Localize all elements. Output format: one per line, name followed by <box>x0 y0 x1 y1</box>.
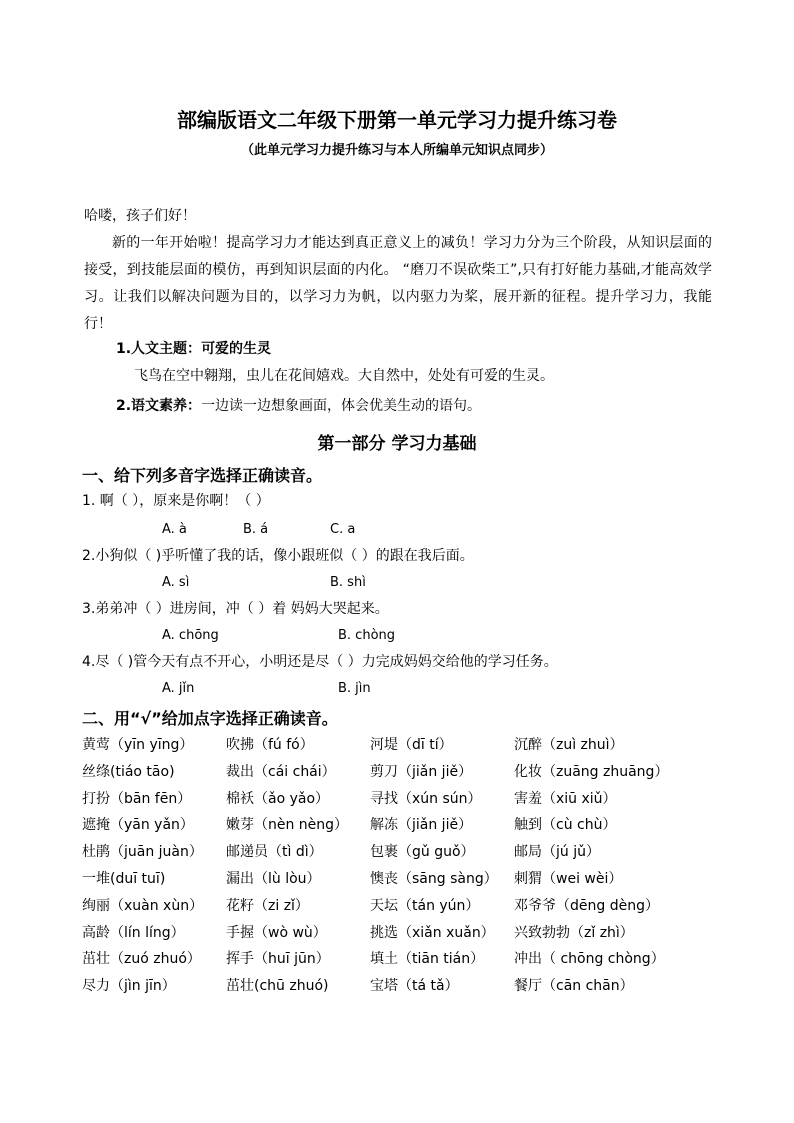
grid-cell: 包裹（gǔ guǒ） <box>370 844 475 861</box>
grid-cell: 填土（tiān tián） <box>370 951 485 968</box>
grid-cell: 兴致勃勃（zǐ zhì） <box>514 924 634 941</box>
q3-option-b: B. chòng <box>338 628 396 643</box>
intro-paragraph: 新的一年开始啦！提高学习力才能达到真正意义上的减负！学习力分为三个阶段，从知识层面的接受，到技能层面的模仿，再到知识层面的内化。 “磨刀不误砍柴工”,只有打好能力基础,才能高效学习。让我们以解决问题为目的，以学习力为帆，以内驱力为桨，展开新的征程。提升学习力，我能行！ <box>84 235 712 332</box>
grid-cell: 害羞（xiū xiǔ） <box>514 790 617 807</box>
grid-cell: 餐厅（cān chān） <box>514 978 634 995</box>
literacy-label: 2.语文素养： <box>116 398 202 414</box>
question-4: 4.尽（ )管今天有点不开心，小明还是尽（ ）力完成妈妈交给他的学习任务。 <box>82 654 558 670</box>
grid-cell: 宝塔（tá tǎ） <box>370 978 459 995</box>
grid-cell: 漏出（lù lòu） <box>226 871 321 887</box>
q3-option-a: A. chōng <box>162 628 219 643</box>
grid-cell: 尽力（jìn jīn） <box>82 978 176 995</box>
q2-option-a: A. sì <box>162 575 190 590</box>
grid-cell: 邮局（jú jǔ） <box>514 844 600 861</box>
grid-cell: 嫩芽（nèn nèng） <box>226 817 349 834</box>
grid-cell: 打扮（bān fēn） <box>82 790 192 807</box>
theme-text: 飞鸟在空中翱翔，虫儿在花间嬉戏。大自然中，处处有可爱的生灵。 <box>134 368 554 384</box>
grid-cell: 剪刀（jiǎn jiě） <box>370 763 473 780</box>
grid-cell: 邮递员（tì dì） <box>226 844 323 861</box>
grid-cell: 寻找（xún sún） <box>370 790 482 807</box>
question-1: 1. 啊（ ），原来是你啊！（ ） <box>82 493 270 509</box>
grid-cell: 懊丧（sāng sàng） <box>370 871 498 887</box>
grid-cell: 花籽（zi zǐ） <box>226 897 309 914</box>
q4-option-b: B. jìn <box>338 681 371 696</box>
part-title: 第一部分 学习力基础 <box>317 434 477 454</box>
q4-option-a: A. jǐn <box>162 681 195 696</box>
page-subtitle: （此单元学习力提升练习与本人所编单元知识点同步） <box>240 143 553 158</box>
section1-heading: 一、给下列多音字选择正确读音。 <box>82 466 323 485</box>
grid-cell: 一堆(duī tuī) <box>82 871 166 887</box>
q1-option-c: C. a <box>330 522 356 537</box>
theme-value: 可爱的生灵 <box>201 341 272 357</box>
grid-cell: 杜鹃（juān juàn） <box>82 844 203 861</box>
theme-label: 1.人文主题： <box>116 341 202 357</box>
literacy-line <box>116 396 481 416</box>
literacy-text: 一边读一边想象画面，体会优美生动的语句。 <box>201 398 482 414</box>
grid-cell: 冲出（ chōng chòng） <box>514 951 665 968</box>
grid-cell: 河堤（dī tí） <box>370 737 453 753</box>
grid-cell: 挥手（huī jūn） <box>226 951 330 968</box>
grid-cell: 手握（wò wù） <box>226 924 327 941</box>
grid-cell: 吹拂（fú fó） <box>226 737 314 753</box>
grid-cell: 棉袄（ǎo yǎo） <box>226 790 330 807</box>
grid-cell: 裁出（cái chái） <box>226 763 336 780</box>
grid-cell: 触到（cù chù） <box>514 817 617 834</box>
grid-cell: 丝绦(tiáo tāo) <box>82 763 175 780</box>
grid-cell: 沉醉（zuì zhuì） <box>514 737 624 753</box>
grid-cell: 刺猬（wei wèi） <box>514 871 623 887</box>
question-2: 2.小狗似（ )乎听懂了我的话，像小跟班似（ ）的跟在我后面。 <box>82 548 474 564</box>
theme-line <box>116 339 271 359</box>
grid-cell: 挑选（xiǎn xuǎn） <box>370 924 495 941</box>
section2-heading: 二、用“√”给加点字选择正确读音。 <box>82 709 338 728</box>
q1-option-a: A. à <box>162 522 187 537</box>
grid-cell: 遮掩（yān yǎn） <box>82 817 194 834</box>
grid-cell: 解冻（jiǎn jiě） <box>370 817 473 834</box>
grid-cell: 天坛（tán yún） <box>370 897 480 914</box>
grid-cell: 邓爷爷（dēng dèng） <box>514 897 659 914</box>
greeting: 哈喽，孩子们好！ <box>84 208 196 224</box>
grid-cell: 高龄（lín líng） <box>82 924 185 941</box>
question-3: 3.弟弟冲（ ）进房间，冲（ ）着 妈妈大哭起来。 <box>82 601 389 617</box>
grid-cell: 化妆（zuāng zhuāng） <box>514 763 669 780</box>
grid-cell: 茁壮（zuó zhuó） <box>82 951 201 968</box>
page-title: 部编版语文二年级下册第一单元学习力提升练习卷 <box>177 108 617 132</box>
q2-option-b: B. shì <box>330 575 366 590</box>
grid-cell: 绚丽（xuàn xùn） <box>82 897 204 914</box>
grid-cell: 黄莺（yīn yīng） <box>82 737 194 753</box>
q1-option-b: B. á <box>243 522 269 537</box>
grid-cell: 茁壮(chū zhuó) <box>226 978 329 995</box>
